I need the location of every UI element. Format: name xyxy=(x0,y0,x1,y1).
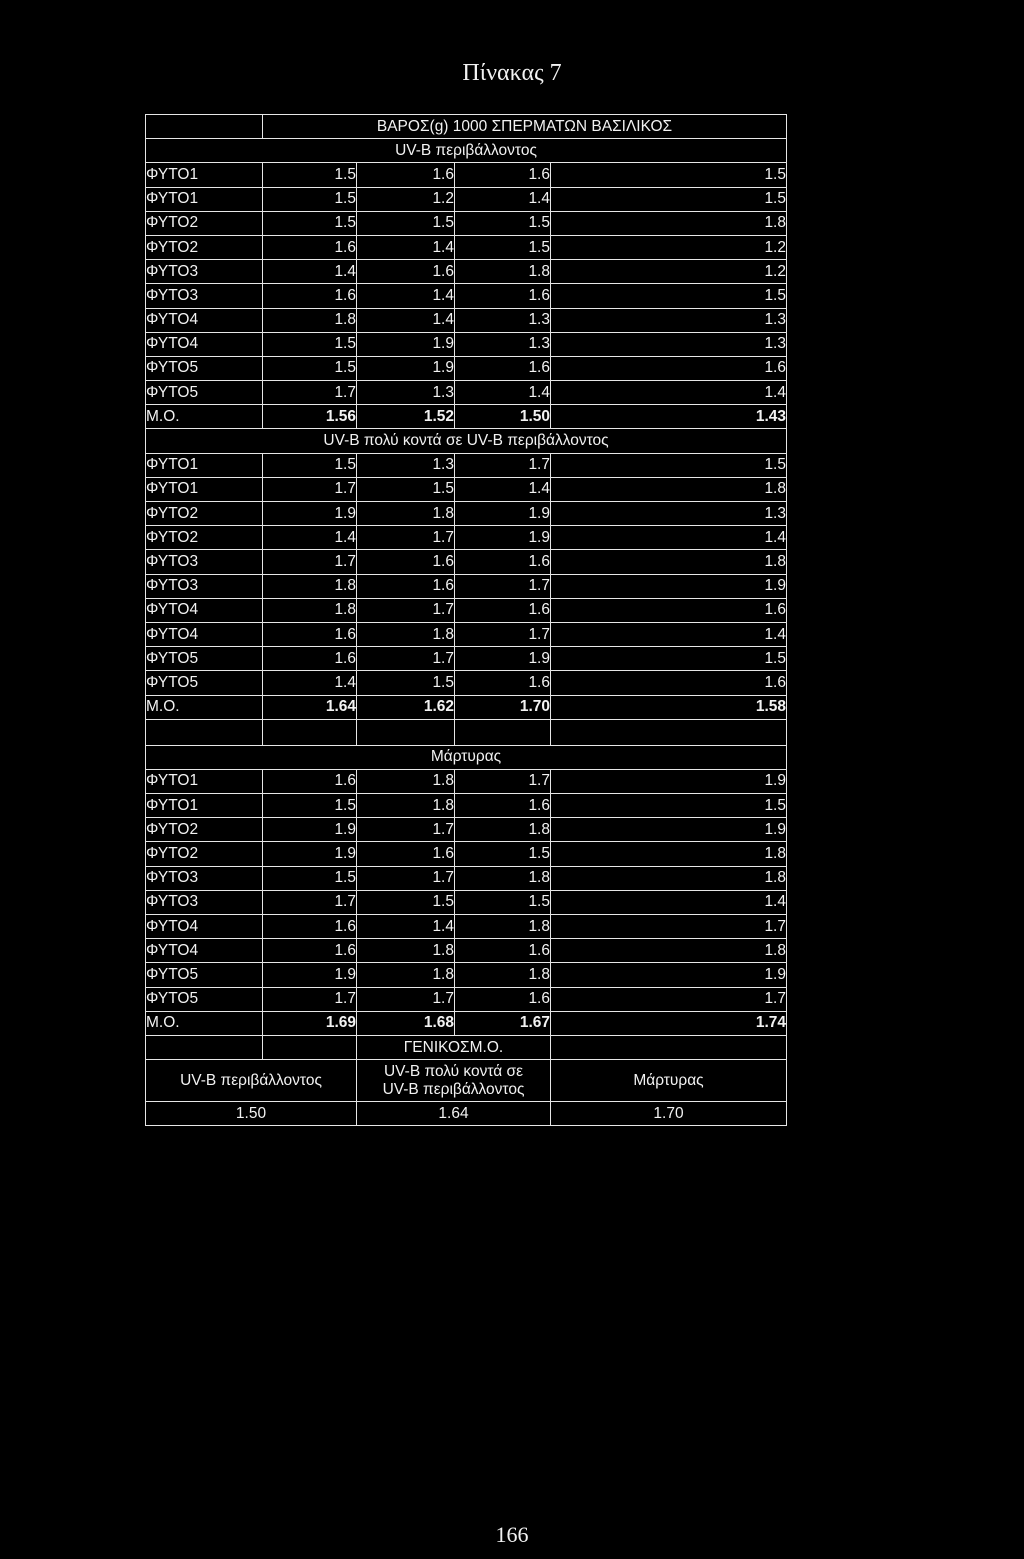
table-row xyxy=(146,915,787,939)
value-cell: 1.9 xyxy=(455,502,551,526)
value-cell: 1.9 xyxy=(551,769,787,793)
table-row xyxy=(146,526,787,550)
value-cell: 1.8 xyxy=(455,260,551,284)
table-row xyxy=(146,356,787,380)
table-row xyxy=(146,211,787,235)
table-row xyxy=(146,794,787,818)
table-row xyxy=(146,842,787,866)
value-cell: 1.4 xyxy=(263,671,357,695)
mean-value: 1.62 xyxy=(357,695,455,719)
overall-value: 1.50 xyxy=(146,1102,357,1126)
mean-row xyxy=(146,695,787,719)
value-cell: 1.4 xyxy=(263,260,357,284)
table-row xyxy=(146,477,787,501)
value-cell: 1.2 xyxy=(357,187,455,211)
value-cell: 1.3 xyxy=(455,308,551,332)
value-cell: 1.7 xyxy=(263,987,357,1011)
table-row xyxy=(146,574,787,598)
section-title: UV-B πολύ κοντά σε UV-B περιβάλλοντος xyxy=(146,429,787,453)
page-number: 166 xyxy=(495,1522,529,1547)
plant-label: ΦΥΤΟ5 xyxy=(146,647,263,671)
value-cell: 1.9 xyxy=(263,502,357,526)
table-row xyxy=(146,502,787,526)
table-row xyxy=(146,866,787,890)
value-cell: 1.8 xyxy=(551,939,787,963)
mean-label: Μ.Ο. xyxy=(146,405,263,429)
value-cell: 1.8 xyxy=(263,598,357,622)
section-title: UV-B περιβάλλοντος xyxy=(146,139,787,163)
value-cell: 1.9 xyxy=(357,332,455,356)
value-cell: 1.3 xyxy=(551,332,787,356)
value-cell: 1.5 xyxy=(551,647,787,671)
value-cell: 1.3 xyxy=(357,453,455,477)
plant-label: ΦΥΤΟ1 xyxy=(146,477,263,501)
value-cell: 1.6 xyxy=(263,939,357,963)
value-cell: 1.5 xyxy=(551,794,787,818)
value-cell: 1.6 xyxy=(455,598,551,622)
section-title-row xyxy=(146,139,787,163)
value-cell: 1.6 xyxy=(263,647,357,671)
value-cell: 1.2 xyxy=(551,260,787,284)
mean-row xyxy=(146,405,787,429)
empty-cell xyxy=(455,719,551,745)
value-cell: 1.5 xyxy=(357,211,455,235)
mean-value: 1.52 xyxy=(357,405,455,429)
value-cell: 1.5 xyxy=(263,794,357,818)
value-cell: 1.6 xyxy=(263,284,357,308)
value-cell: 1.4 xyxy=(357,915,455,939)
table-row xyxy=(146,163,787,187)
overall-values-row xyxy=(146,1102,787,1126)
value-cell: 1.9 xyxy=(551,963,787,987)
value-cell: 1.6 xyxy=(455,163,551,187)
value-cell: 1.8 xyxy=(357,794,455,818)
empty-cell xyxy=(263,1035,357,1059)
value-cell: 1.5 xyxy=(263,866,357,890)
value-cell: 1.7 xyxy=(357,598,455,622)
table-row xyxy=(146,647,787,671)
value-cell: 1.8 xyxy=(455,915,551,939)
value-cell: 1.8 xyxy=(551,842,787,866)
value-cell: 1.5 xyxy=(263,211,357,235)
value-cell: 1.5 xyxy=(455,842,551,866)
table-row xyxy=(146,939,787,963)
plant-label: ΦΥΤΟ3 xyxy=(146,284,263,308)
value-cell: 1.7 xyxy=(357,866,455,890)
value-cell: 1.7 xyxy=(357,818,455,842)
value-cell: 1.8 xyxy=(551,866,787,890)
value-cell: 1.5 xyxy=(551,187,787,211)
plant-label: ΦΥΤΟ4 xyxy=(146,939,263,963)
value-cell: 1.6 xyxy=(263,915,357,939)
value-cell: 1.8 xyxy=(263,308,357,332)
table-row xyxy=(146,284,787,308)
value-cell: 1.6 xyxy=(263,769,357,793)
value-cell: 1.6 xyxy=(357,163,455,187)
value-cell: 1.6 xyxy=(455,939,551,963)
empty-cell xyxy=(551,1035,787,1059)
mean-row xyxy=(146,1011,787,1035)
value-cell: 1.9 xyxy=(455,526,551,550)
value-cell: 1.9 xyxy=(455,647,551,671)
value-cell: 1.5 xyxy=(357,671,455,695)
value-cell: 1.9 xyxy=(263,818,357,842)
value-cell: 1.8 xyxy=(551,550,787,574)
value-cell: 1.8 xyxy=(357,769,455,793)
mean-label: Μ.Ο. xyxy=(146,695,263,719)
table-row xyxy=(146,818,787,842)
value-cell: 1.7 xyxy=(455,769,551,793)
value-cell: 1.8 xyxy=(551,211,787,235)
value-cell: 1.7 xyxy=(263,381,357,405)
value-cell: 1.8 xyxy=(455,866,551,890)
overall-col1-header: UV-B περιβάλλοντος xyxy=(146,1060,357,1102)
value-cell: 1.4 xyxy=(263,526,357,550)
value-cell: 1.4 xyxy=(357,308,455,332)
spacer-row xyxy=(146,719,787,745)
value-cell: 1.5 xyxy=(263,453,357,477)
overall-title-row xyxy=(146,1035,787,1059)
value-cell: 1.6 xyxy=(551,356,787,380)
value-cell: 1.9 xyxy=(551,818,787,842)
value-cell: 1.7 xyxy=(455,453,551,477)
section-title-row xyxy=(146,745,787,769)
plant-label: ΦΥΤΟ5 xyxy=(146,381,263,405)
value-cell: 1.3 xyxy=(551,308,787,332)
mean-value: 1.58 xyxy=(551,695,787,719)
plant-label: ΦΥΤΟ3 xyxy=(146,866,263,890)
value-cell: 1.7 xyxy=(357,526,455,550)
plant-label: ΦΥΤΟ5 xyxy=(146,963,263,987)
value-cell: 1.8 xyxy=(357,939,455,963)
value-cell: 1.9 xyxy=(551,574,787,598)
value-cell: 1.7 xyxy=(357,647,455,671)
mean-value: 1.56 xyxy=(263,405,357,429)
value-cell: 1.4 xyxy=(551,381,787,405)
plant-label: ΦΥΤΟ4 xyxy=(146,598,263,622)
value-cell: 1.8 xyxy=(263,574,357,598)
value-cell: 1.9 xyxy=(357,356,455,380)
plant-label: ΦΥΤΟ4 xyxy=(146,308,263,332)
overall-value: 1.70 xyxy=(551,1102,787,1126)
table-row xyxy=(146,963,787,987)
overall-col2-header xyxy=(357,1060,551,1102)
value-cell: 1.6 xyxy=(455,550,551,574)
mean-label: Μ.Ο. xyxy=(146,1011,263,1035)
table-row xyxy=(146,550,787,574)
plant-label: ΦΥΤΟ4 xyxy=(146,332,263,356)
value-cell: 1.7 xyxy=(263,477,357,501)
mean-value: 1.70 xyxy=(455,695,551,719)
value-cell: 1.7 xyxy=(263,550,357,574)
value-cell: 1.5 xyxy=(357,890,455,914)
plant-label: ΦΥΤΟ3 xyxy=(146,260,263,284)
table-row xyxy=(146,598,787,622)
mean-value: 1.74 xyxy=(551,1011,787,1035)
overall-col2-header-line2: UV-B περιβάλλοντος xyxy=(382,1080,525,1098)
table-row xyxy=(146,890,787,914)
section-title-row xyxy=(146,429,787,453)
mean-value: 1.50 xyxy=(455,405,551,429)
value-cell: 1.6 xyxy=(357,842,455,866)
value-cell: 1.3 xyxy=(455,332,551,356)
plant-label: ΦΥΤΟ4 xyxy=(146,622,263,646)
value-cell: 1.5 xyxy=(357,477,455,501)
table-row xyxy=(146,235,787,259)
plant-label: ΦΥΤΟ3 xyxy=(146,890,263,914)
value-cell: 1.9 xyxy=(263,963,357,987)
value-cell: 1.6 xyxy=(263,622,357,646)
value-cell: 1.5 xyxy=(263,187,357,211)
plant-label: ΦΥΤΟ5 xyxy=(146,671,263,695)
seed-weight-table xyxy=(145,114,787,1126)
plant-label: ΦΥΤΟ1 xyxy=(146,794,263,818)
table-row xyxy=(146,769,787,793)
plant-label: ΦΥΤΟ2 xyxy=(146,235,263,259)
section-title: Μάρτυρας xyxy=(146,745,787,769)
value-cell: 1.8 xyxy=(551,477,787,501)
value-cell: 1.6 xyxy=(357,260,455,284)
table-row xyxy=(146,453,787,477)
table-row xyxy=(146,308,787,332)
empty-cell xyxy=(551,719,787,745)
table-title-row xyxy=(146,115,787,139)
table-row xyxy=(146,987,787,1011)
value-cell: 1.6 xyxy=(455,987,551,1011)
overall-header-row xyxy=(146,1060,787,1102)
table-row xyxy=(146,260,787,284)
value-cell: 1.4 xyxy=(455,381,551,405)
value-cell: 1.8 xyxy=(455,818,551,842)
plant-label: ΦΥΤΟ1 xyxy=(146,163,263,187)
value-cell: 1.8 xyxy=(357,622,455,646)
value-cell: 1.2 xyxy=(551,235,787,259)
overall-col3-header: Μάρτυρας xyxy=(551,1060,787,1102)
value-cell: 1.6 xyxy=(357,550,455,574)
table-row xyxy=(146,187,787,211)
value-cell: 1.4 xyxy=(551,526,787,550)
value-cell: 1.5 xyxy=(551,163,787,187)
value-cell: 1.6 xyxy=(455,671,551,695)
value-cell: 1.5 xyxy=(455,235,551,259)
value-cell: 1.3 xyxy=(357,381,455,405)
value-cell: 1.7 xyxy=(263,890,357,914)
value-cell: 1.7 xyxy=(455,622,551,646)
value-cell: 1.5 xyxy=(551,284,787,308)
page-title: Πίνακας 7 xyxy=(462,60,562,86)
table-row xyxy=(146,671,787,695)
value-cell: 1.6 xyxy=(357,574,455,598)
value-cell: 1.7 xyxy=(551,915,787,939)
value-cell: 1.7 xyxy=(357,987,455,1011)
value-cell: 1.4 xyxy=(357,235,455,259)
overall-value: 1.64 xyxy=(357,1102,551,1126)
value-cell: 1.9 xyxy=(263,842,357,866)
plant-label: ΦΥΤΟ1 xyxy=(146,453,263,477)
value-cell: 1.4 xyxy=(551,622,787,646)
value-cell: 1.5 xyxy=(263,332,357,356)
plant-label: ΦΥΤΟ1 xyxy=(146,769,263,793)
value-cell: 1.5 xyxy=(551,453,787,477)
plant-label: ΦΥΤΟ1 xyxy=(146,187,263,211)
value-cell: 1.4 xyxy=(455,477,551,501)
overall-col2-header-line1: UV-B πολύ κοντά σε xyxy=(383,1062,524,1080)
value-cell: 1.7 xyxy=(455,574,551,598)
table-row xyxy=(146,332,787,356)
plant-label: ΦΥΤΟ3 xyxy=(146,574,263,598)
value-cell: 1.8 xyxy=(357,963,455,987)
overall-title: ΓΕΝΙΚΟΣΜ.Ο. xyxy=(357,1035,551,1059)
value-cell: 1.6 xyxy=(455,356,551,380)
empty-cell xyxy=(146,1035,263,1059)
value-cell: 1.6 xyxy=(551,598,787,622)
mean-value: 1.68 xyxy=(357,1011,455,1035)
value-cell: 1.6 xyxy=(455,284,551,308)
value-cell: 1.4 xyxy=(551,890,787,914)
plant-label: ΦΥΤΟ2 xyxy=(146,502,263,526)
mean-value: 1.67 xyxy=(455,1011,551,1035)
value-cell: 1.6 xyxy=(263,235,357,259)
plant-label: ΦΥΤΟ5 xyxy=(146,987,263,1011)
value-cell: 1.8 xyxy=(357,502,455,526)
empty-cell xyxy=(146,115,263,139)
value-cell: 1.3 xyxy=(551,502,787,526)
mean-value: 1.43 xyxy=(551,405,787,429)
value-cell: 1.5 xyxy=(263,356,357,380)
value-cell: 1.8 xyxy=(455,963,551,987)
plant-label: ΦΥΤΟ2 xyxy=(146,842,263,866)
empty-cell xyxy=(357,719,455,745)
empty-cell xyxy=(146,719,263,745)
plant-label: ΦΥΤΟ2 xyxy=(146,211,263,235)
value-cell: 1.5 xyxy=(263,163,357,187)
table-row xyxy=(146,381,787,405)
mean-value: 1.64 xyxy=(263,695,357,719)
value-cell: 1.6 xyxy=(455,794,551,818)
value-cell: 1.5 xyxy=(455,890,551,914)
value-cell: 1.5 xyxy=(455,211,551,235)
table-row xyxy=(146,622,787,646)
plant-label: ΦΥΤΟ2 xyxy=(146,818,263,842)
value-cell: 1.4 xyxy=(455,187,551,211)
value-cell: 1.7 xyxy=(551,987,787,1011)
mean-value: 1.69 xyxy=(263,1011,357,1035)
plant-label: ΦΥΤΟ4 xyxy=(146,915,263,939)
plant-label: ΦΥΤΟ5 xyxy=(146,356,263,380)
empty-cell xyxy=(263,719,357,745)
value-cell: 1.4 xyxy=(357,284,455,308)
value-cell: 1.6 xyxy=(551,671,787,695)
plant-label: ΦΥΤΟ3 xyxy=(146,550,263,574)
plant-label: ΦΥΤΟ2 xyxy=(146,526,263,550)
table-main-title: ΒΑΡΟΣ(g) 1000 ΣΠΕΡΜΑΤΩΝ ΒΑΣΙΛΙΚΟΣ xyxy=(263,115,787,139)
